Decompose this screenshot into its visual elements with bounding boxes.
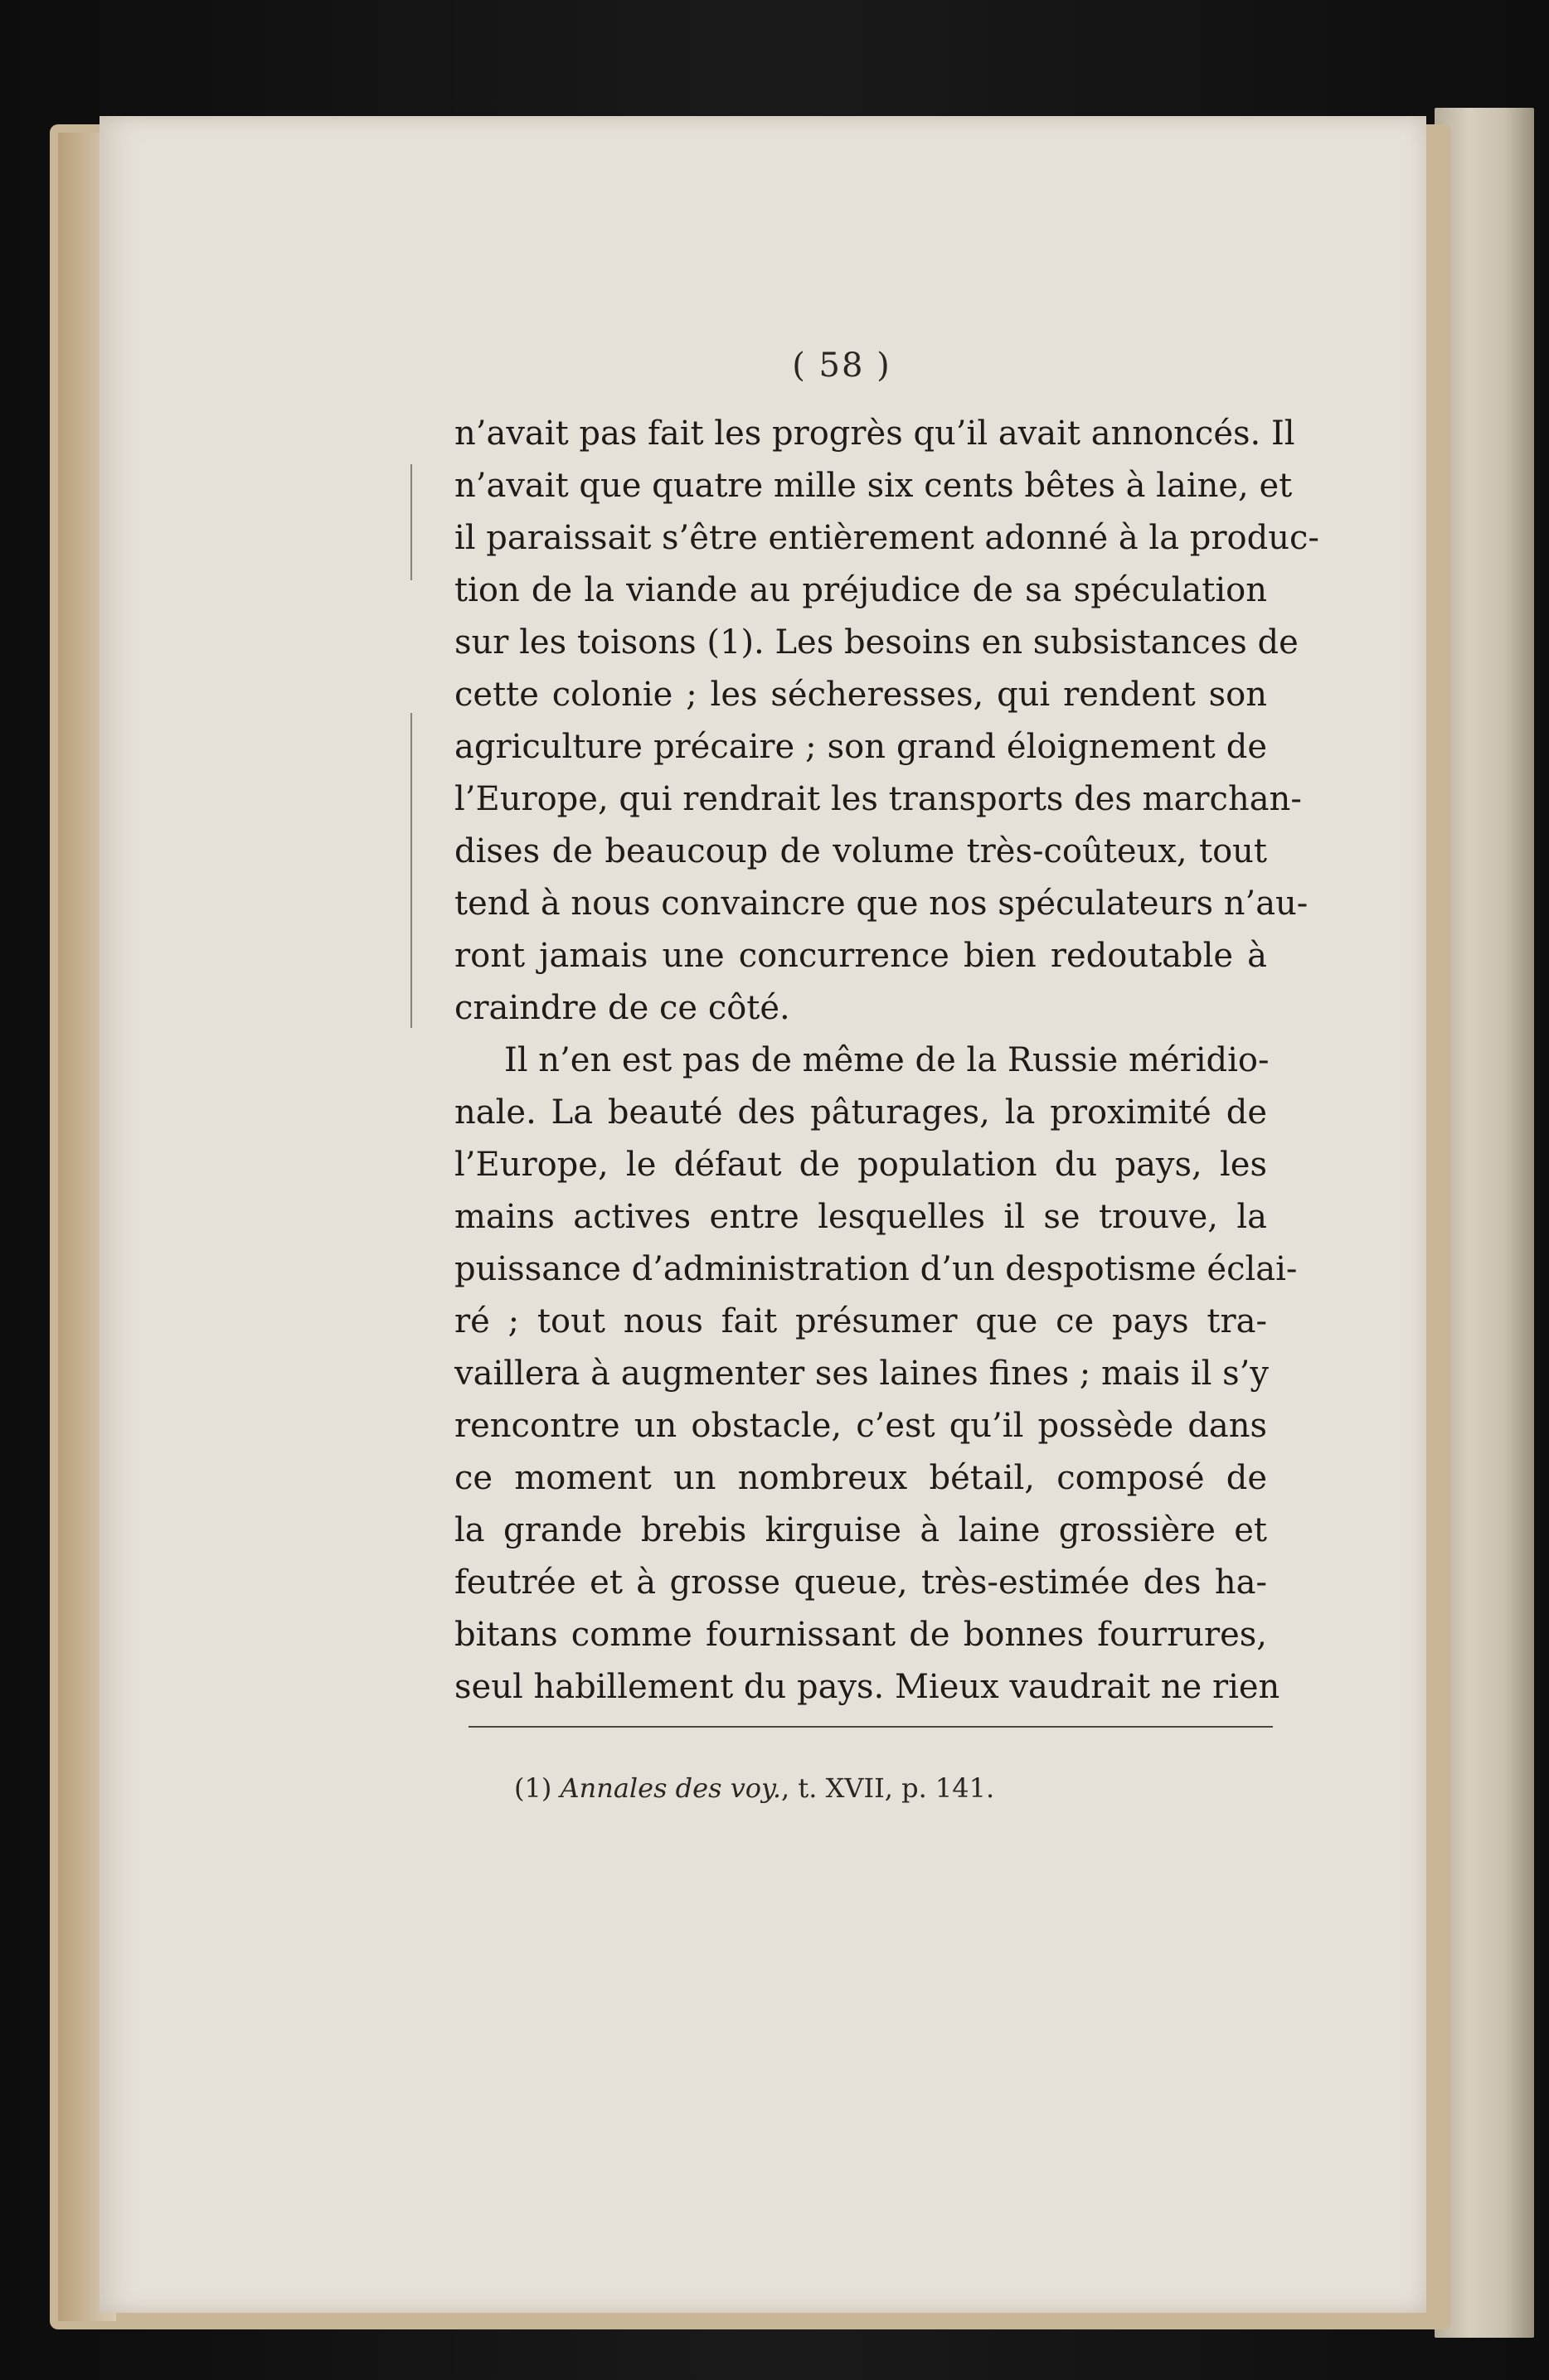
text-line: nale. La beauté des pâturages, la proximité de (454, 1093, 1267, 1132)
text-line: n’avait pas fait les progrès qu’il avait annoncés. Il (454, 414, 1295, 453)
text-line: l’Europe, qui rendrait les transports des marchan- (454, 780, 1302, 818)
footnote-reference: , t. XVII, p. 141. (781, 1772, 995, 1804)
text-line: ce moment un nombreux bétail, composé de (454, 1459, 1267, 1497)
footnote-title: Annales des voy. (560, 1772, 782, 1804)
text-line: dises de beaucoup de volume très-coûteux, tout (454, 832, 1267, 870)
text-line: agriculture précaire ; son grand éloignement de (454, 728, 1267, 766)
text-line: puissance d’administration d’un despotisme éclai- (454, 1250, 1298, 1288)
text-line: tion de la viande au préjudice de sa spéculation (454, 571, 1267, 609)
text-line: vaillera à augmenter ses laines fines ; mais il s’y (454, 1355, 1269, 1393)
text-line: bitans comme fournissant de bonnes fourrures, (454, 1616, 1267, 1654)
footnote-rule (469, 1726, 1273, 1728)
text-line: ré ; tout nous fait présumer que ce pays tra- (454, 1302, 1267, 1340)
text-line: la grande brebis kirguise à laine grossière et (454, 1511, 1267, 1549)
text-line: Il n’en est pas de même de la Russie méridio- (504, 1041, 1270, 1079)
text-line: craindre de ce côté. (454, 989, 790, 1027)
footnote (514, 1772, 994, 1804)
body-text (454, 408, 1319, 1714)
text-line: il paraissait s’être entièrement adonné à la produc- (454, 519, 1319, 557)
text-line: l’Europe, le défaut de population du pays, les (454, 1146, 1267, 1184)
text-line: sur les toisons (1). Les besoins en subsistances de (454, 623, 1299, 662)
margin-pencil-mark (410, 464, 412, 580)
text-line: ront jamais une concurrence bien redoutable à (454, 937, 1267, 975)
text-line: n’avait que quatre mille six cents bêtes à laine, et (454, 467, 1293, 505)
text-line: rencontre un obstacle, c’est qu’il possède dans (454, 1407, 1267, 1445)
text-line: tend à nous convaincre que nos spéculateurs n’au- (454, 885, 1309, 923)
text-line: mains actives entre lesquelles il se trouve, la (454, 1198, 1267, 1236)
text-line: cette colonie ; les sécheresses, qui rendent son (454, 676, 1267, 714)
text-line: feutrée et à grosse queue, très-estimée des ha- (454, 1563, 1267, 1602)
page-number: ( 58 ) (792, 347, 891, 385)
footnote-marker: (1) (514, 1772, 552, 1804)
text-line: seul habillement du pays. Mieux vaudrait ne rien (454, 1668, 1280, 1706)
margin-pencil-mark (410, 713, 412, 1028)
